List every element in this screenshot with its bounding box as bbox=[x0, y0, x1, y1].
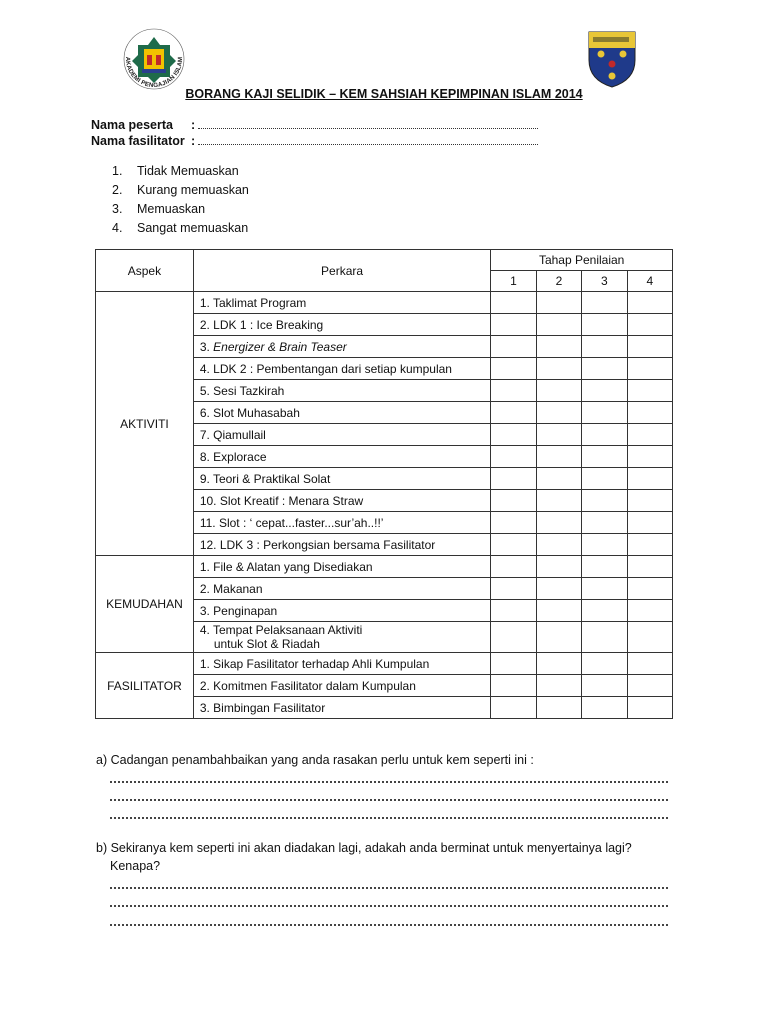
rating-cell-2[interactable] bbox=[536, 314, 581, 336]
rating-cell-1[interactable] bbox=[491, 336, 536, 358]
rating-cell-3[interactable] bbox=[582, 622, 627, 653]
rating-cell-4[interactable] bbox=[627, 358, 672, 380]
rating-cell-4[interactable] bbox=[627, 336, 672, 358]
nama-fasilitator-input[interactable] bbox=[198, 134, 538, 145]
perkara-cell: 7. Qiamullail bbox=[193, 424, 490, 446]
rating-cell-4[interactable] bbox=[627, 578, 672, 600]
table-row bbox=[96, 292, 673, 314]
rating-cell-2[interactable] bbox=[536, 468, 581, 490]
table-row bbox=[96, 653, 673, 675]
scale-label: Memuaskan bbox=[137, 202, 206, 216]
rating-cell-3[interactable] bbox=[582, 512, 627, 534]
perkara-cell: 2. Makanan bbox=[193, 578, 490, 600]
rating-cell-2[interactable] bbox=[536, 490, 581, 512]
rating-cell-1[interactable] bbox=[491, 600, 536, 622]
perkara-cell: 1. Sikap Fasilitator terhadap Ahli Kumpulan bbox=[193, 653, 490, 675]
rating-cell-1[interactable] bbox=[491, 292, 536, 314]
question-a: a) Cadangan penambahbaikan yang anda rasakan perlu untuk kem seperti ini : bbox=[96, 753, 534, 767]
rating-cell-1[interactable] bbox=[491, 556, 536, 578]
akademi-logo bbox=[118, 27, 190, 91]
perkara-cell: 1. Taklimat Program bbox=[193, 292, 490, 314]
rating-cell-4[interactable] bbox=[627, 446, 672, 468]
rating-cell-1[interactable] bbox=[491, 653, 536, 675]
rating-cell-2[interactable] bbox=[536, 534, 581, 556]
rating-cell-2[interactable] bbox=[536, 578, 581, 600]
perkara-text: Energizer & Brain Teaser bbox=[213, 339, 347, 354]
rating-cell-3[interactable] bbox=[582, 314, 627, 336]
nama-fasilitator-label: Nama fasilitator bbox=[91, 134, 185, 148]
rating-cell-3[interactable] bbox=[582, 446, 627, 468]
rating-cell-2[interactable] bbox=[536, 358, 581, 380]
university-crest-logo bbox=[587, 30, 637, 88]
rating-cell-4[interactable] bbox=[627, 556, 672, 578]
rating-cell-4[interactable] bbox=[627, 622, 672, 653]
rating-cell-4[interactable] bbox=[627, 512, 672, 534]
header-perkara: Perkara bbox=[193, 250, 490, 292]
rating-cell-2[interactable] bbox=[536, 653, 581, 675]
answer-b-line-3[interactable] bbox=[110, 924, 668, 926]
rating-cell-4[interactable] bbox=[627, 424, 672, 446]
question-b-line-2: Kenapa? bbox=[110, 859, 161, 873]
scale-item bbox=[112, 219, 249, 238]
scale-item bbox=[112, 200, 249, 219]
rating-cell-3[interactable] bbox=[582, 336, 627, 358]
header-tahap-penilaian: Tahap Penilaian bbox=[491, 250, 673, 271]
scale-item bbox=[112, 162, 249, 181]
rating-cell-3[interactable] bbox=[582, 380, 627, 402]
field-separator: : bbox=[191, 134, 196, 148]
rating-cell-3[interactable] bbox=[582, 675, 627, 697]
scale-label: Tidak Memuaskan bbox=[137, 164, 239, 178]
answer-a-line-2[interactable] bbox=[110, 799, 668, 801]
page-title bbox=[0, 87, 768, 101]
rating-cell-4[interactable] bbox=[627, 468, 672, 490]
rating-cell-1[interactable] bbox=[491, 424, 536, 446]
scale-number: 2. bbox=[112, 183, 123, 197]
rating-cell-1[interactable] bbox=[491, 358, 536, 380]
rating-cell-1[interactable] bbox=[491, 402, 536, 424]
aspek-cell: FASILITATOR bbox=[96, 653, 194, 719]
akademi-logo-arc-text: AKADEMI PENGAJIAN ISLAM bbox=[123, 56, 185, 90]
rating-cell-4[interactable] bbox=[627, 534, 672, 556]
aspek-cell: KEMUDAHAN bbox=[96, 556, 194, 653]
rating-cell-3[interactable] bbox=[582, 402, 627, 424]
perkara-cell: 9. Teori & Praktikal Solat bbox=[193, 468, 490, 490]
nama-peserta-input[interactable] bbox=[198, 118, 538, 129]
rating-cell-1[interactable] bbox=[491, 314, 536, 336]
rating-cell-4[interactable] bbox=[627, 697, 672, 719]
rating-scale-list bbox=[112, 162, 249, 238]
scale-label: Kurang memuaskan bbox=[137, 183, 249, 197]
rating-cell-4[interactable] bbox=[627, 490, 672, 512]
rating-cell-4[interactable] bbox=[627, 600, 672, 622]
rating-cell-3[interactable] bbox=[582, 653, 627, 675]
nama-fasilitator-field[interactable] bbox=[91, 134, 538, 148]
answer-a-line-3[interactable] bbox=[110, 817, 668, 819]
rating-cell-2[interactable] bbox=[536, 600, 581, 622]
perkara-cell: 3. Bimbingan Fasilitator bbox=[193, 697, 490, 719]
header-aspek: Aspek bbox=[96, 250, 194, 292]
perkara-cell: 10. Slot Kreatif : Menara Straw bbox=[193, 490, 490, 512]
rating-cell-3[interactable] bbox=[582, 292, 627, 314]
survey-table bbox=[95, 249, 673, 719]
header-rating-4: 4 bbox=[627, 271, 672, 292]
header-rating-3: 3 bbox=[582, 271, 627, 292]
aspek-cell: AKTIVITI bbox=[96, 292, 194, 556]
rating-cell-3[interactable] bbox=[582, 534, 627, 556]
title-text: BORANG KAJI SELIDIK – KEM SAHSIAH KEPIMPINAN ISLAM 2014 bbox=[185, 87, 583, 101]
field-separator: : bbox=[191, 118, 196, 132]
scale-number: 3. bbox=[112, 202, 123, 216]
perkara-cell bbox=[193, 622, 490, 653]
rating-cell-2[interactable] bbox=[536, 380, 581, 402]
rating-cell-3[interactable] bbox=[582, 490, 627, 512]
rating-cell-2[interactable] bbox=[536, 336, 581, 358]
rating-cell-3[interactable] bbox=[582, 424, 627, 446]
rating-cell-3[interactable] bbox=[582, 556, 627, 578]
rating-cell-1[interactable] bbox=[491, 675, 536, 697]
rating-cell-2[interactable] bbox=[536, 402, 581, 424]
rating-cell-1[interactable] bbox=[491, 490, 536, 512]
rating-cell-1[interactable] bbox=[491, 446, 536, 468]
perkara-cell: 11. Slot : ‘ cepat...faster...sur’ah..!!’ bbox=[193, 512, 490, 534]
perkara-cell: 5. Sesi Tazkirah bbox=[193, 380, 490, 402]
rating-cell-4[interactable] bbox=[627, 380, 672, 402]
perkara-cell: 3. Penginapan bbox=[193, 600, 490, 622]
rating-cell-2[interactable] bbox=[536, 424, 581, 446]
rating-cell-2[interactable] bbox=[536, 675, 581, 697]
rating-cell-2[interactable] bbox=[536, 697, 581, 719]
perkara-cell: 2. Komitmen Fasilitator dalam Kumpulan bbox=[193, 675, 490, 697]
rating-cell-1[interactable] bbox=[491, 534, 536, 556]
rating-cell-2[interactable] bbox=[536, 556, 581, 578]
rating-cell-2[interactable] bbox=[536, 292, 581, 314]
perkara-cell: 12. LDK 3 : Perkongsian bersama Fasilitator bbox=[193, 534, 490, 556]
rating-cell-1[interactable] bbox=[491, 622, 536, 653]
rating-cell-3[interactable] bbox=[582, 358, 627, 380]
answer-b-line-2[interactable] bbox=[110, 905, 668, 907]
perkara-cell: 8. Explorace bbox=[193, 446, 490, 468]
table-row bbox=[96, 556, 673, 578]
perkara-cell: 1. File & Alatan yang Disediakan bbox=[193, 556, 490, 578]
question-b-line-1: b) Sekiranya kem seperti ini akan diadakan lagi, adakah anda berminat untuk menyertainya lagi? bbox=[96, 841, 632, 855]
nama-peserta-field[interactable] bbox=[91, 118, 538, 132]
perkara-cell: 6. Slot Muhasabah bbox=[193, 402, 490, 424]
rating-cell-4[interactable] bbox=[627, 675, 672, 697]
header-rating-1: 1 bbox=[491, 271, 536, 292]
rating-cell-2[interactable] bbox=[536, 622, 581, 653]
rating-cell-3[interactable] bbox=[582, 468, 627, 490]
rating-cell-4[interactable] bbox=[627, 653, 672, 675]
answer-b-line-1[interactable] bbox=[110, 887, 668, 889]
rating-cell-1[interactable] bbox=[491, 380, 536, 402]
nama-peserta-label: Nama peserta bbox=[91, 118, 173, 132]
answer-a-line-1[interactable] bbox=[110, 781, 668, 783]
rating-cell-4[interactable] bbox=[627, 402, 672, 424]
rating-cell-1[interactable] bbox=[491, 697, 536, 719]
header-rating-2: 2 bbox=[536, 271, 581, 292]
perkara-text: 4. Tempat Pelaksanaan Aktiviti bbox=[199, 623, 363, 637]
rating-cell-1[interactable] bbox=[491, 512, 536, 534]
perkara-text-continued: untuk Slot & Riadah bbox=[213, 637, 320, 651]
perkara-cell: 3. Energizer & Brain Teaser bbox=[193, 336, 490, 358]
rating-cell-1[interactable] bbox=[491, 578, 536, 600]
scale-number: 4. bbox=[112, 221, 123, 235]
scale-label: Sangat memuaskan bbox=[137, 221, 249, 235]
perkara-cell: 4. LDK 2 : Pembentangan dari setiap kumpulan bbox=[193, 358, 490, 380]
rating-cell-4[interactable] bbox=[627, 292, 672, 314]
rating-cell-3[interactable] bbox=[582, 697, 627, 719]
rating-cell-1[interactable] bbox=[491, 468, 536, 490]
rating-cell-3[interactable] bbox=[582, 578, 627, 600]
rating-cell-2[interactable] bbox=[536, 512, 581, 534]
rating-cell-2[interactable] bbox=[536, 446, 581, 468]
rating-cell-4[interactable] bbox=[627, 314, 672, 336]
scale-item bbox=[112, 181, 249, 200]
rating-cell-3[interactable] bbox=[582, 600, 627, 622]
perkara-cell: 2. LDK 1 : Ice Breaking bbox=[193, 314, 490, 336]
scale-number: 1. bbox=[112, 164, 123, 178]
